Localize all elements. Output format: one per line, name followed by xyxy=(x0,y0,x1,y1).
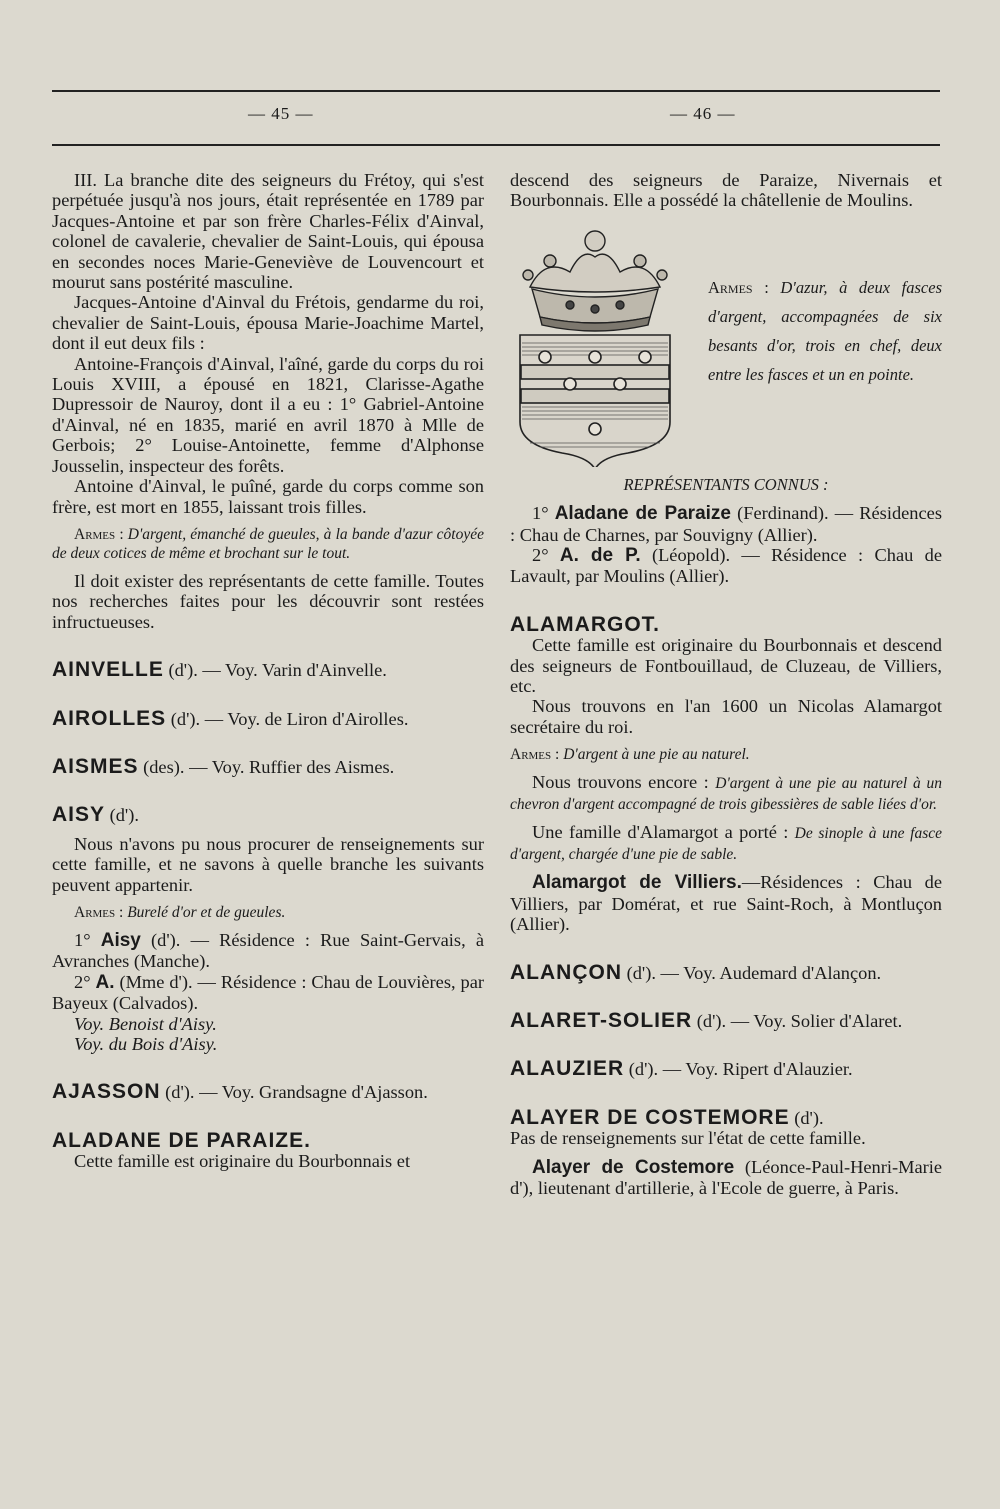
top-rule xyxy=(52,90,940,92)
armes-text: Burelé d'or et de gueules. xyxy=(127,903,286,921)
paragraph: Antoine d'Ainval, le puîné, garde du corps comme son frère, est mort en 1855, laissant trois filles. xyxy=(52,476,484,517)
armes-line xyxy=(510,745,942,764)
representative-name: Aisy xyxy=(100,929,141,951)
entry-ref: (d'). — Voy. de Liron d'Airolles. xyxy=(166,708,409,729)
representative-detail: —Résidences : Chau de Villiers, par Domérat, et rue Saint-Roch, à Montluçon (Allier). xyxy=(510,872,942,935)
see-also: Voy. Benoist d'Aisy. xyxy=(74,1013,217,1034)
entry-airolles xyxy=(52,706,484,730)
representative-name: A. de P. xyxy=(559,545,641,567)
armes-text: D'azur, à deux fasces d'argent, accompagnées de six besants d'or, trois en chef, deux entre les fasces et un en pointe. xyxy=(708,277,942,384)
armes-text: D'argent, émanché de gueules, à la bande d'azur côtoyée de deux cotices de même et brochant sur le tout. xyxy=(52,525,484,562)
representative-detail: (Ferdinand). — Résidences : Chau de Charnes, par Souvigny (Allier). xyxy=(510,503,942,545)
list-number: 1° xyxy=(74,929,101,950)
paragraph: Nous n'avons pu nous procurer de renseignements sur cette famille, et ne savons à quelle branche les suivants peuvent appartenir. xyxy=(52,833,484,895)
representative-detail: (Léonce-Paul-Henri-Marie d'), lieutenant d'artillerie, à l'Ecole de guerre, à Paris. xyxy=(510,1156,942,1198)
paragraph xyxy=(510,772,942,814)
paragraph: descend des seigneurs de Paraize, Nivernais et Bourbonnais. Elle a possédé la châtellenie de Moulins. xyxy=(510,170,942,211)
paragraph: Cette famille est originaire du Bourbonnais et descend des seigneurs de Fontbouillaud, de Cluzeau, de Villiers, etc. xyxy=(510,635,942,697)
representatives-title: REPRÉSENTANTS CONNUS : xyxy=(623,474,829,494)
entry-ref: (des). — Voy. Ruffier des Aismes. xyxy=(138,756,395,777)
paragraph: Cette famille est originaire du Bourbonnais et xyxy=(74,1151,411,1172)
paragraph-text: Une famille d'Alamargot a porté : xyxy=(532,822,795,843)
entry-alauzier xyxy=(510,1059,942,1079)
right-column xyxy=(510,170,942,1198)
paragraph-text: Nous trouvons encore : xyxy=(532,772,716,793)
paragraph: III. La branche dite des seigneurs du Frétoy, qui s'est perpétuée jusqu'à nos jours, était représentée en 1789 par Jacques-Antoine et par son frère Charles-Félix d'Ainval, colonel de cavalerie, chevalier de Saint-Louis, qui épousa en secondes noces Marie-Geneviève de Louvencourt et mourut sans postérité masculine. xyxy=(52,170,484,293)
left-column xyxy=(52,170,484,1172)
shield-icon xyxy=(520,335,670,467)
armes-line xyxy=(52,903,484,922)
representative-line xyxy=(510,1157,942,1199)
paragraph: Il doit exister des représentants de cette famille. Toutes nos recherches faites pour les découvrir sont restées infructueuses. xyxy=(52,570,484,632)
entry-ref: (d'). — Voy. Solier d'Alaret. xyxy=(692,1010,903,1031)
entry-heading: AISMES xyxy=(52,754,139,778)
entry-heading: AJASSON xyxy=(52,1080,161,1104)
coat-of-arms-icon xyxy=(510,217,680,467)
armes-label: Armes : xyxy=(74,525,124,543)
list-number: 2° xyxy=(532,545,560,566)
coronet-icon xyxy=(523,231,667,331)
list-number: 2° xyxy=(74,971,96,992)
representative-line xyxy=(52,972,484,1014)
armes-text: D'argent à une pie au naturel. xyxy=(563,746,750,764)
representative-name: Aladane de Paraize xyxy=(554,503,731,525)
entry-heading: AINVELLE xyxy=(52,658,164,682)
paragraph: Antoine-François d'Ainval, l'aîné, garde du corps du roi Louis XVIII, a épousé en 1821, Clarisse-Agathe Dupressoir de Nauroy, dont il a eu : 1° Gabriel-Antoine d'Ainval, né en 1835, marié en avril 1870 à Mlle de Gerbois; 2° Louise-Antoinette, femme d'Alphonse Jousselin, inspecteur des forêts. xyxy=(52,353,484,476)
representative-line xyxy=(510,545,942,587)
armes-text: De sinople à une fasce d'argent, chargée d'une pie de sable. xyxy=(510,825,942,864)
entry-heading: ALARET-SOLIER xyxy=(510,1008,693,1032)
paragraph: Jacques-Antoine d'Ainval du Frétois, gendarme du roi, chevalier de Saint-Louis, épousa Marie-Joachime Martel, dont il eut deux fils : xyxy=(52,292,484,354)
entry-ref: (d'). xyxy=(789,1107,824,1128)
entry-heading: ALADANE DE PARAIZE. xyxy=(52,1128,311,1152)
entry-heading: ALAUZIER xyxy=(510,1057,625,1081)
representative-detail: (Léopold). — Résidence : Chau de Lavault, par Moulins (Allier). xyxy=(510,545,942,587)
entry-alayer xyxy=(510,1105,942,1129)
list-number: 1° xyxy=(532,503,555,524)
entry-alaret xyxy=(510,1008,942,1032)
entry-ref: (d'). — Voy. Ripert d'Alauzier. xyxy=(624,1059,853,1080)
entry-heading: ALANÇON xyxy=(510,960,622,984)
entry-alamargot xyxy=(510,612,942,636)
entry-heading: ALAMARGOT. xyxy=(510,612,660,636)
representative-line xyxy=(510,872,942,934)
coat-blazon xyxy=(680,217,942,389)
entry-ref: (d'). xyxy=(105,805,139,826)
armes-line xyxy=(52,525,484,563)
entry-alancon xyxy=(510,960,942,984)
armes-text: D'argent à une pie au naturel à un chevron d'argent accompagné de trois gibessières de sable liées d'or. xyxy=(510,775,942,814)
entry-ref: (d'). — Voy. Varin d'Ainvelle. xyxy=(163,660,387,681)
paragraph xyxy=(510,822,942,864)
representative-name: Alayer de Costemore xyxy=(532,1156,735,1178)
entry-aismes xyxy=(52,754,484,778)
entry-ajasson xyxy=(52,1082,484,1102)
entry-heading: AIROLLES xyxy=(52,706,167,730)
entry-ref: (d'). — Voy. Grandsagne d'Ajasson. xyxy=(160,1082,428,1103)
representative-line xyxy=(510,503,942,545)
representative-name: Alamargot de Villiers. xyxy=(532,872,742,894)
entry-ainvelle xyxy=(52,660,484,680)
page-number-right: — 46 — xyxy=(670,104,736,123)
armes-label: Armes : xyxy=(708,277,769,297)
entry-aisy xyxy=(52,805,484,825)
armes-label: Armes : xyxy=(510,746,560,764)
see-also: Voy. du Bois d'Aisy. xyxy=(74,1034,218,1054)
entry-heading: AISY xyxy=(52,803,106,827)
entry-ref: (d'). — Voy. Audemard d'Alançon. xyxy=(622,962,882,983)
paragraph: Nous trouvons en l'an 1600 un Nicolas Alamargot secrétaire du roi. xyxy=(510,696,942,737)
coat-of-arms-block xyxy=(510,217,942,467)
paragraph: Pas de renseignements sur l'état de cette famille. xyxy=(510,1128,866,1149)
page-number-left: — 45 — xyxy=(248,104,314,123)
header-rule xyxy=(52,144,940,146)
armes-label: Armes : xyxy=(74,903,124,921)
entry-heading: ALAYER DE COSTEMORE xyxy=(510,1105,790,1129)
representative-detail: (d'). — Résidence : Rue Saint-Gervais, à Avranches (Manche). xyxy=(52,929,484,972)
representative-detail: (Mme d'). — Résidence : Chau de Louvières, par Bayeux (Calvados). xyxy=(52,971,485,1014)
representative-line xyxy=(52,930,484,972)
entry-aladane xyxy=(52,1128,484,1152)
representative-name: A. xyxy=(95,971,115,993)
